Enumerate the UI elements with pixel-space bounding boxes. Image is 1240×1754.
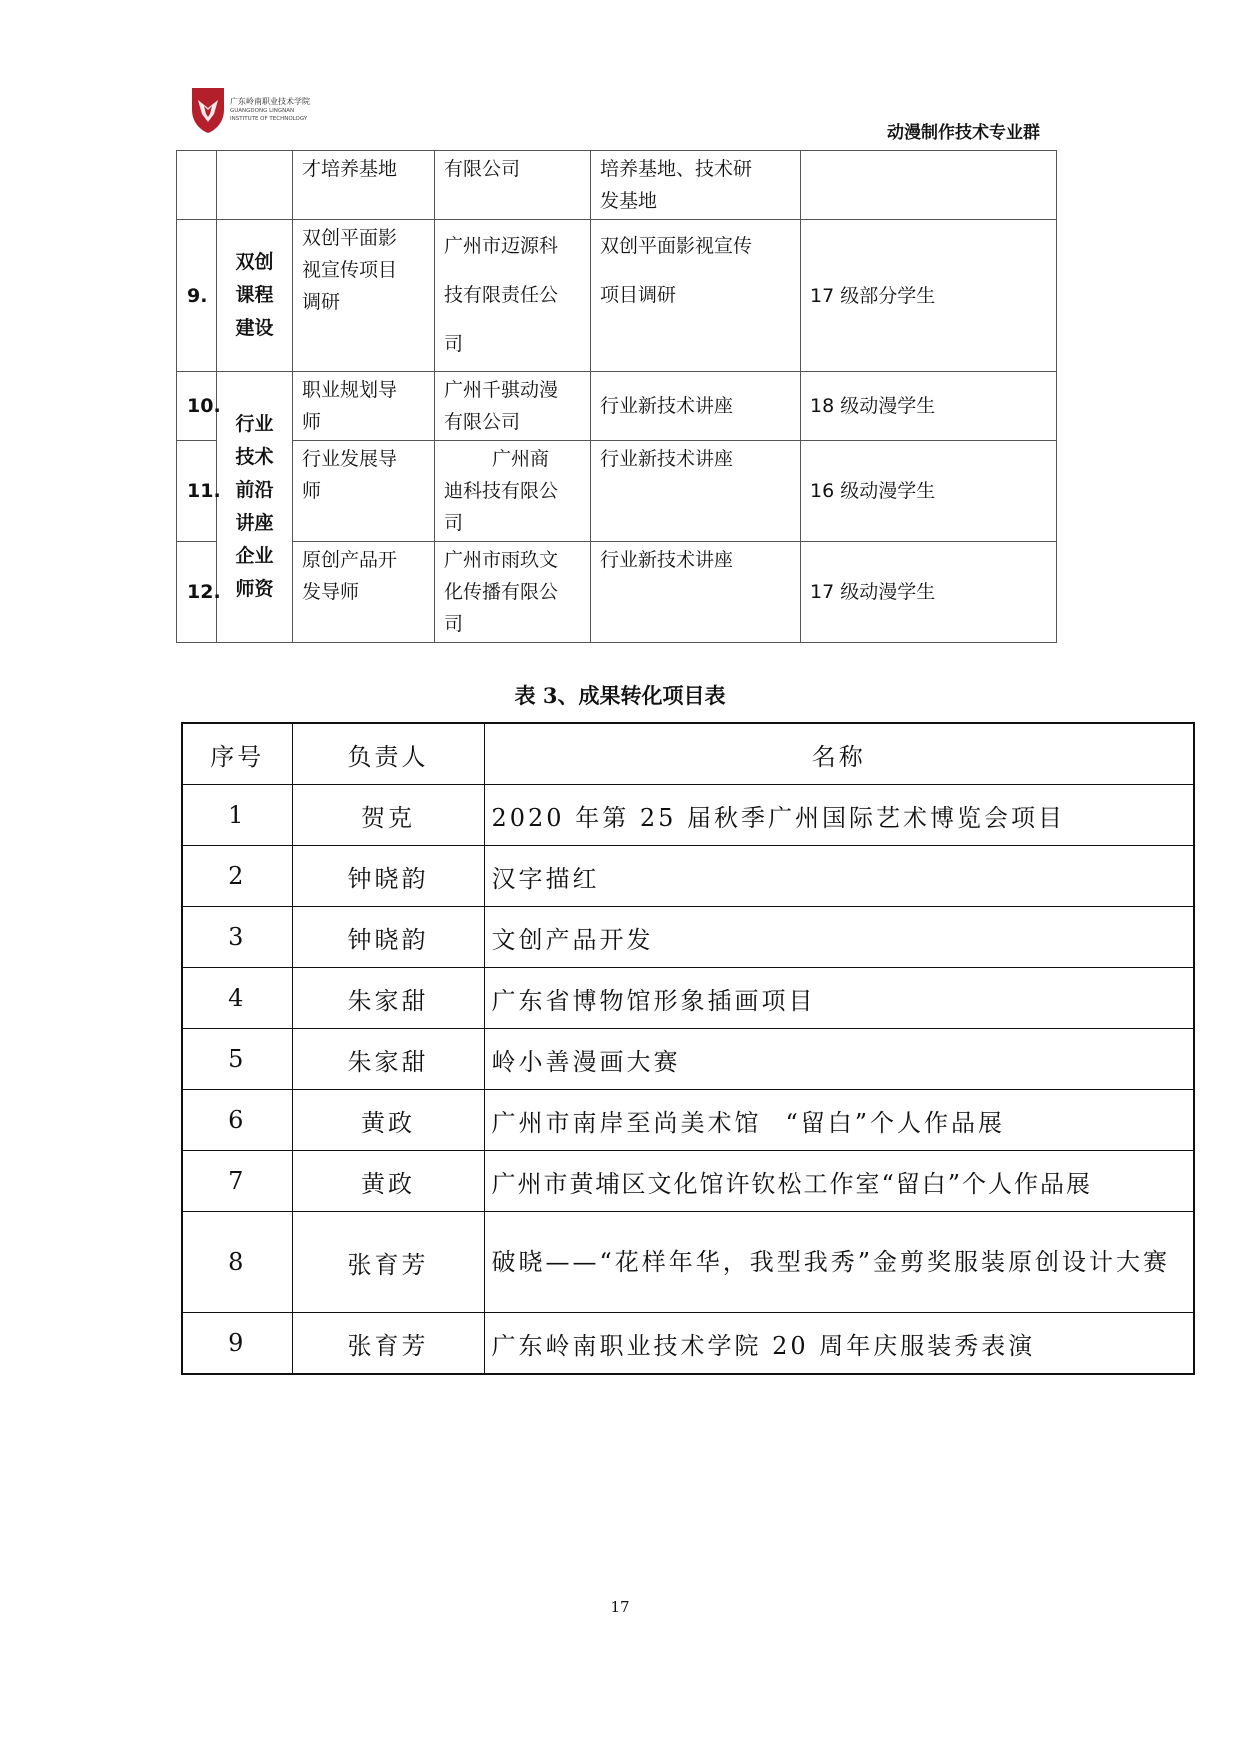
header-seq: 序号 xyxy=(182,723,292,785)
person-cell: 朱家甜 xyxy=(292,1029,484,1090)
table-row xyxy=(177,220,1057,372)
project-name-cell: 2020 年第 25 届秋季广州国际艺术博览会项目 xyxy=(484,785,1194,846)
company-cell: 广州千骐动漫 有限公司 xyxy=(435,372,591,441)
table-row xyxy=(177,372,1057,441)
person-cell: 钟晓韵 xyxy=(292,907,484,968)
seq-cell: 2 xyxy=(182,846,292,907)
company-cell: 广州市雨玖文 化传播有限公 司 xyxy=(435,542,591,643)
person-cell: 黄政 xyxy=(292,1090,484,1151)
seq-cell: 5 xyxy=(182,1029,292,1090)
project-name-cell: 广东省博物馆形象插画项目 xyxy=(484,968,1194,1029)
page-number: 17 xyxy=(610,1598,630,1616)
base-table xyxy=(176,150,1057,643)
person-cell: 贺克 xyxy=(292,785,484,846)
students-cell: 17 级动漫学生 xyxy=(801,542,1057,643)
person-cell: 朱家甜 xyxy=(292,968,484,1029)
person-cell: 黄政 xyxy=(292,1151,484,1212)
seq-cell: 1 xyxy=(182,785,292,846)
table-row xyxy=(182,1151,1194,1212)
project-cell: 行业发展导 师 xyxy=(293,441,435,542)
header-person: 负责人 xyxy=(292,723,484,785)
logo-name-en-2: INSTITUTE OF TECHNOLOGY xyxy=(230,116,308,122)
row-number: 10. xyxy=(177,372,217,441)
institute-logo xyxy=(190,86,330,142)
content-cell: 行业新技术讲座 xyxy=(591,372,801,441)
seq-cell: 7 xyxy=(182,1151,292,1212)
logo-name-cn: 广东岭南职业技术学院 xyxy=(230,97,310,106)
seq-cell: 6 xyxy=(182,1090,292,1151)
seq-cell: 3 xyxy=(182,907,292,968)
logo-shield-icon xyxy=(190,86,226,134)
row-number: 11. xyxy=(177,441,217,542)
table-row xyxy=(177,151,1057,220)
project-cell: 原创产品开 发导师 xyxy=(293,542,435,643)
table-cell: 培养基地、技术研 发基地 xyxy=(591,151,801,220)
table-row xyxy=(182,785,1194,846)
table-row xyxy=(182,1212,1194,1313)
table-row xyxy=(177,542,1057,643)
category-cell: 行业 技术 前沿 讲座 企业 师资 xyxy=(217,372,293,643)
project-name-cell: 广州市黄埔区文化馆许钦松工作室“留白”个人作品展 xyxy=(484,1151,1194,1212)
students-cell: 18 级动漫学生 xyxy=(801,372,1057,441)
row-number: 12. xyxy=(177,542,217,643)
table-cell: 有限公司 xyxy=(435,151,591,220)
content-cell: 行业新技术讲座 xyxy=(591,542,801,643)
category-cell: 双创 课程 建设 xyxy=(217,220,293,372)
table-row xyxy=(177,441,1057,542)
seq-cell: 4 xyxy=(182,968,292,1029)
company-cell: 广州商 迪科技有限公 司 xyxy=(435,441,591,542)
person-cell: 钟晓韵 xyxy=(292,846,484,907)
seq-cell: 9 xyxy=(182,1313,292,1375)
achievement-table xyxy=(181,722,1195,1375)
content-cell: 双创平面影视宣传 项目调研 xyxy=(591,220,801,372)
person-cell: 张育芳 xyxy=(292,1313,484,1375)
table-row xyxy=(182,968,1194,1029)
project-name-cell: 岭小善漫画大赛 xyxy=(484,1029,1194,1090)
row-number: 9. xyxy=(177,220,217,372)
project-name-cell: 广州市南岸至尚美术馆 “留白”个人作品展 xyxy=(484,1090,1194,1151)
project-name-cell: 破晓——“花样年华，我型我秀”金剪奖服装原创设计大赛 xyxy=(484,1212,1194,1313)
table-header-row xyxy=(182,723,1194,785)
company-cell: 广州市迈源科 技有限责任公 司 xyxy=(435,220,591,372)
header-title: 动漫制作技术专业群 xyxy=(887,123,1040,143)
project-cell: 职业规划导 师 xyxy=(293,372,435,441)
seq-cell: 8 xyxy=(182,1212,292,1313)
table-row xyxy=(182,907,1194,968)
project-name-cell: 汉字描红 xyxy=(484,846,1194,907)
header-name: 名称 xyxy=(484,723,1194,785)
table-cell: 才培养基地 xyxy=(293,151,435,220)
table-caption: 表 3、成果转化项目表 xyxy=(514,683,726,708)
project-name-cell: 广东岭南职业技术学院 20 周年庆服装秀表演 xyxy=(484,1313,1194,1375)
project-cell: 双创平面影 视宣传项目 调研 xyxy=(293,220,435,372)
content-cell: 行业新技术讲座 xyxy=(591,441,801,542)
students-cell: 17 级部分学生 xyxy=(801,220,1057,372)
person-cell: 张育芳 xyxy=(292,1212,484,1313)
project-name-cell: 文创产品开发 xyxy=(484,907,1194,968)
table-row xyxy=(182,846,1194,907)
students-cell: 16 级动漫学生 xyxy=(801,441,1057,542)
logo-name-en-1: GUANGDONG LINGNAN xyxy=(230,108,295,114)
table-row xyxy=(182,1313,1194,1375)
table-row xyxy=(182,1029,1194,1090)
table-row xyxy=(182,1090,1194,1151)
